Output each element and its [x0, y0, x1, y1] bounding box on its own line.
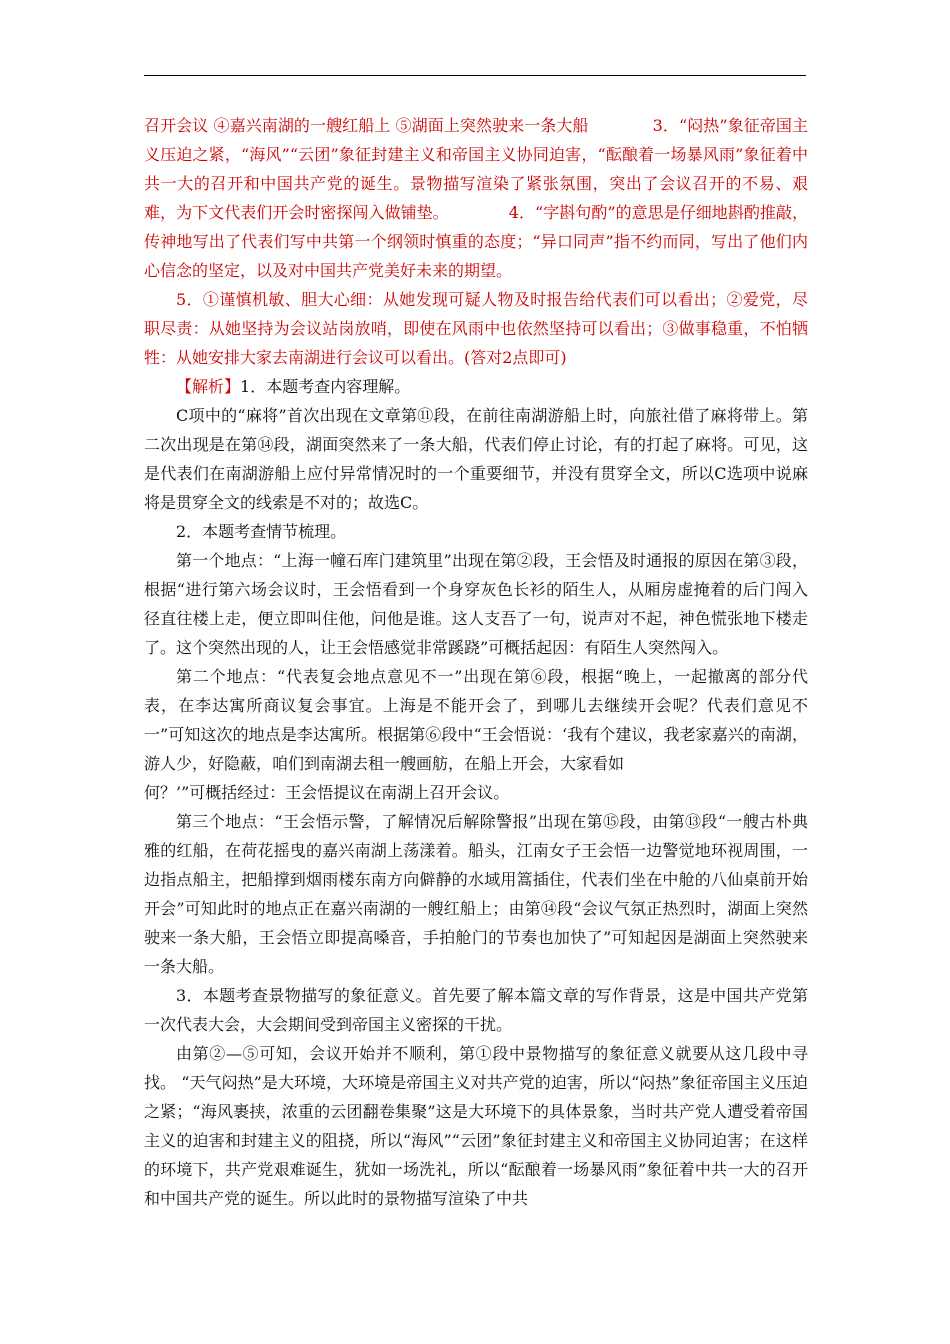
analysis-q2-para-1: 第一个地点：“上海一幢石库门建筑里”出现在第②段，王会悟及时通报的原因在第③段，根据“进行第六场会议时，王会悟看到一个身穿灰色长衫的陌生人，从厢房虚掩着的后门闯入径直往楼上走，便立即叫住他，问他是谁。这人支吾了一句，说声对不起，神色慌张地下楼走了。这个突然出现的人，让王会悟感觉非常蹊跷”可概括起因：有陌生人突然闯入。	[144, 551, 808, 657]
analysis-q2-para-3: 第三个地点：“王会悟示警，了解情况后解除警报”出现在第⑮段，由第⑬段“一艘古朴典雅的红船，在荷花摇曳的嘉兴南湖上荡漾着。船头，江南女子王会悟一边警觉地环视周围，一边指点船主，把船撑到烟雨楼东南方向僻静的水域用篙插住，代表们坐在中舱的八仙桌前开始开会”可知此时的地点正在嘉兴南湖的一艘红船上；由第⑭段“会议气氛正热烈时，湖面上突然驶来一条大船，王会悟立即提高嗓音，手拍舱门的节奏也加快了”可知起因是湖面上突然驶来一条大船。	[144, 812, 808, 976]
analysis-q1-title	[144, 372, 808, 401]
header-rule	[144, 75, 806, 76]
analysis-q1-body: C项中的“麻将”首次出现在文章第⑪段，在前往南湖游船上时，向旅社借了麻将带上。第二次出现是在第⑭段，湖面突然来了一条大船，代表们停止讨论，有的打起了麻将。可见，这是代表们在南湖游船上应付异常情况时的一个重要细节，并没有贯穿全文，所以C选项中说麻将是贯穿全文的线索是不对的；故选C。	[144, 406, 808, 512]
answer-block	[144, 111, 808, 285]
analysis-label: 【解析】	[176, 377, 241, 396]
answer-2-tail: 召开会议 ④嘉兴南湖的一艘红船上 ⑤湖面上突然驶来一条大船	[144, 116, 589, 135]
analysis-q2-para-2a: 第二个地点：“代表复会地点意见不一”出现在第⑥段，根据“晚上，一起撤离的部分代表，在李达寓所商议复会事宜。上海是不能开会了，到哪儿去继续开会呢？代表们意见不一”可知这次的地点是李达寓所。根据第⑥段中“王会悟说：‘我有个建议，我老家嘉兴的南湖，游人少，好隐蔽，咱们到南湖去租一艘画舫，在船上开会，大家看如	[144, 667, 808, 773]
analysis-q3-para-2: 由第②—⑤可知，会议开始并不顺利，第①段中景物描写的象征意义就要从这几段中寻找。 “天气闷热”是大环境，大环境是帝国主义对共产党的迫害，所以“闷热”象征帝国主义压迫之紧；“海风裹挟，浓重的云团翻卷集聚”这是大环境下的具体景象，当时共产党人遭受着帝国主义的迫害和封建主义的阻挠，所以“海风”“云团”象征封建主义和帝国主义协同迫害；在这样的环境下，共产党艰难诞生，犹如一场洗礼，所以“酝酿着一场暴风雨”象征着中共一大的召开和中国共产党的诞生。所以此时的景物描写渲染了中共	[144, 1044, 808, 1208]
answer-5: 5．①谨慎机敏、胆大心细：从她发现可疑人物及时报告给代表们可以看出；②爱党，尽职尽责：从她坚持为会议站岗放哨，即使在风雨中也依然坚持可以看出；③做事稳重，不怕牺牲：从她安排大家去南湖进行会议可以看出。(答对2点即可)	[144, 290, 808, 367]
analysis-q2-title: 2．本题考查情节梳理。	[176, 522, 347, 541]
analysis-q2-para-2	[144, 662, 808, 807]
analysis-q1-title-text: 1．本题考查内容理解。	[240, 377, 411, 396]
answer-3: 3．“闷热”象征帝国主义压迫之紧，“海风”“云团”象征封建主义和帝国主义协同迫害，“酝酿着一场暴风雨”象征着中共一大的召开和中国共产党的诞生。景物描写渲染了紧张氛围，突出了会议召开的不易、艰难，为下文代表们开会时密探闯入做铺垫。	[144, 116, 808, 222]
analysis-q3-title: 3．本题考查景物描写的象征意义。首先要了解本篇文章的写作背景，这是中国共产党第一次代表大会，大会期间受到帝国主义密探的干扰。	[144, 986, 808, 1034]
answer-4: 4．“字斟句酌”的意思是仔细地斟酌推敲，传神地写出了代表们写中共第一个纲领时慎重的态度；“异口同声”指不约而同，写出了他们内心信念的坚定，以及对中国共产党美好未来的期望。	[144, 203, 808, 280]
page-content	[144, 111, 808, 1213]
analysis-q2-para-2b: 何？’”可概括经过：王会悟提议在南湖上召开会议。	[144, 783, 510, 802]
